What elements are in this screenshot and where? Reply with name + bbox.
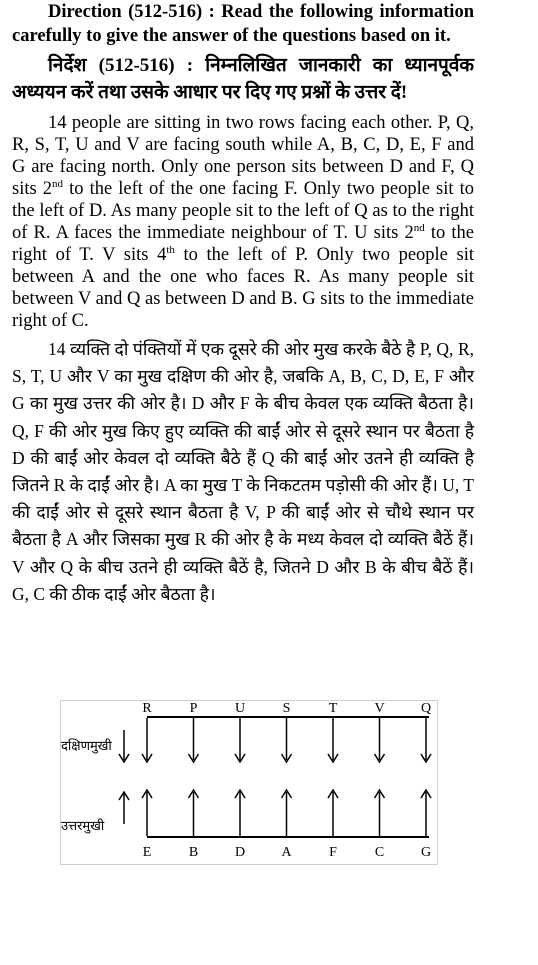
seating-diagram [60, 700, 438, 865]
north-seat-label: C [374, 845, 385, 860]
diagram-frame [61, 701, 438, 865]
direction-heading-hindi: निर्देश (512-516) : निम्नलिखित जानकारी का ध्यानपूर्वक अध्ययन करें तथा उसके आधार पर दिए गए प्रश्नों के उत्तर दें! [12, 55, 474, 103]
north-seat-label: B [188, 845, 199, 860]
south-seat-label: Q [420, 701, 432, 716]
document-page [12, 0, 474, 608]
south-seat-label: S [282, 701, 291, 716]
para-en-sup-3: th [166, 243, 175, 256]
south-seat-label: R [142, 701, 152, 716]
north-seat-label: E [142, 845, 152, 860]
north-seat-label: A [281, 845, 292, 860]
north-seat-label: G [420, 845, 432, 860]
south-seat-label: P [189, 701, 198, 716]
direction-heading-english: Direction (512-516) : Read the following information carefully to give the answer of the questions based on it. [12, 2, 474, 46]
south-seat-label: V [374, 701, 385, 716]
south-seat-label: U [234, 701, 246, 716]
puzzle-paragraph-english [12, 112, 474, 332]
north-seat-label: F [329, 845, 337, 860]
puzzle-paragraph-hindi: 14 व्यक्ति दो पंक्तियों में एक दूसरे की ओर मुख करके बैठे है P, Q, R, S, T, U और V का मुख दक्षिण की ओर है, जबकि A, B, C, D, E, F और G का मुख उत्तर की ओर है। D और F के बीच केवल एक व्यक्ति बैठता है। Q, F की ओर मुख किए हुए व्यक्ति की बाईं ओर से दूसरे स्थान पर बैठता है D की बाईं ओर केवल दो व्यक्ति बैठे हैं Q की बाईं ओर उतने ही व्यक्ति है जितने R के दाईं ओर है। A का मुख T के निकटतम पड़ोसी की ओर हैं। U, T की दाईं ओर से दूसरे स्थान बैठता है V, P की बाईं ओर से चौथे स्थान पर बैठता है A और जिसका मुख R की ओर है के मध्य केवल दो व्यक्ति बैठें हैं। V और Q के बीच उतने ही व्यक्ति बैठें है, जितने D और B के बीच बैठें हैं। G, C की ठीक दाईं ओर बैठता है। [12, 339, 474, 604]
para-en-part-3: to the right of T. V sits 4 [12, 223, 474, 265]
seating-diagram-svg [60, 700, 438, 865]
south-seat-label: T [328, 701, 338, 716]
para-en-sup-1: nd [52, 177, 64, 190]
para-en-part-2: to the left of the one facing F. Only two people sit to the left of D. As many people sit to the left of Q as to the right of R. A faces the immediate neighbour of T. U sits 2 [12, 179, 474, 243]
north-facing-label: उत्तरमुखी [61, 819, 105, 834]
north-seat-label: D [234, 845, 246, 860]
south-facing-label: दक्षिणमुखी [61, 739, 112, 754]
para-en-part-4: to the left of P. Only two people sit between A and the one who faces R. As many people sit between V and Q as between D and B. G sits to the immediate right of C. [12, 245, 474, 331]
para-en-part-1: 14 people are sitting in two rows facing each other. P, Q, R, S, T, U and V are facing south while A, B, C, D, E, F and G are facing north. Only one person sits between D and F, Q sits 2 [12, 113, 474, 199]
para-en-sup-2: nd [413, 221, 425, 234]
